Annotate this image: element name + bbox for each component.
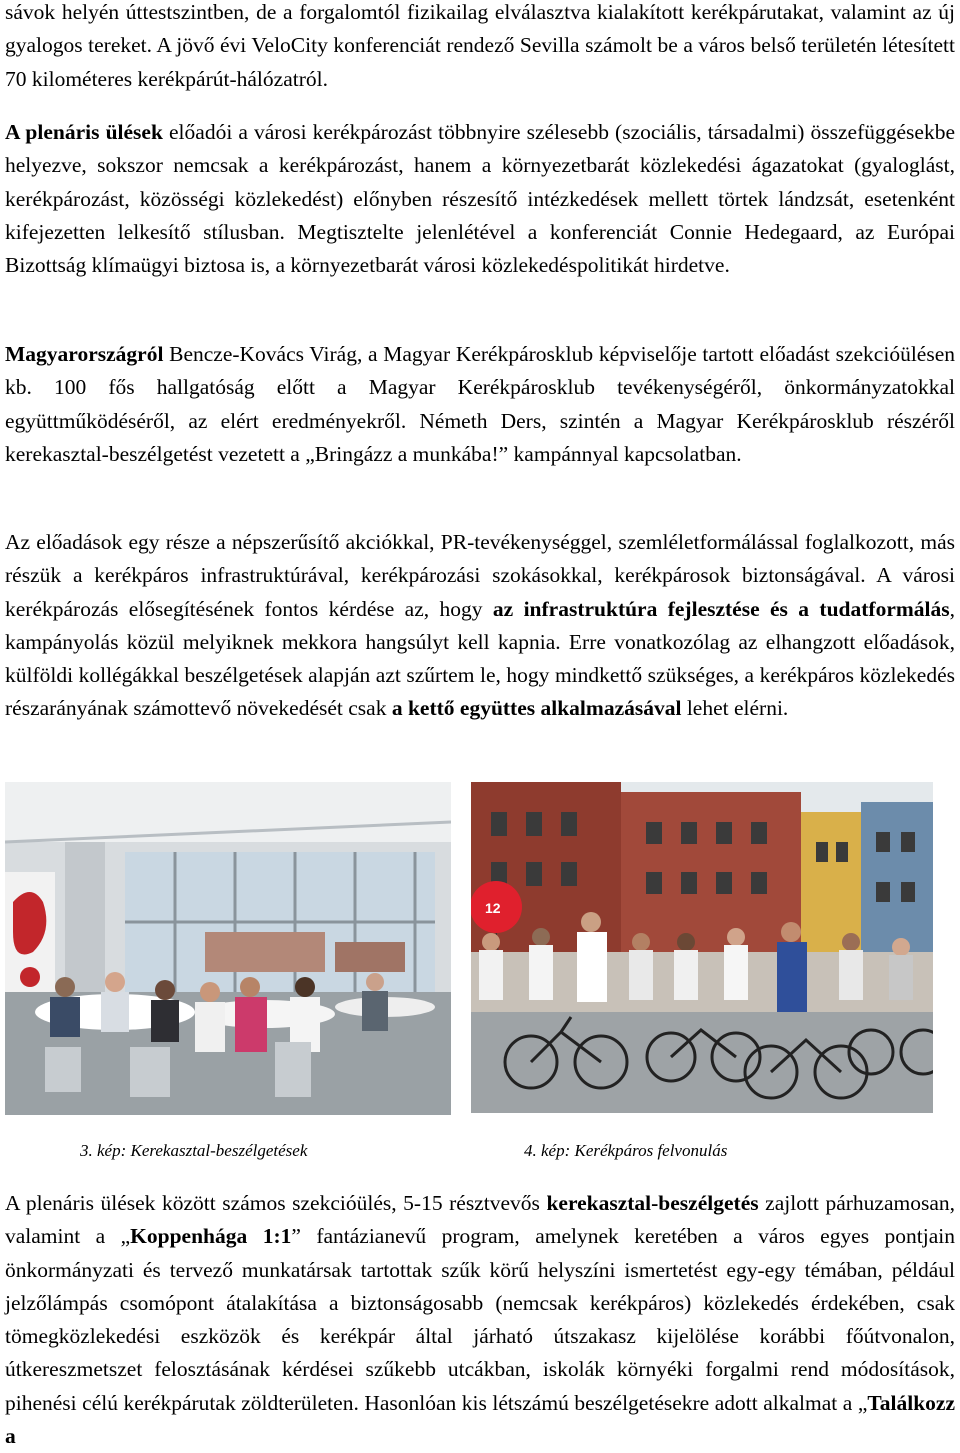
- paragraph-text: előadói a városi kerékpározást többnyire szélesebb (szociális, társadalmi) összefüggésekbe helyezve, sokszor nemcsak a kerékpározást, hanem a környezetbarát közlekedési ágazatokat (gyaloglást, kerékpározást, közösségi közlekedést) előnyben részesítő intézkedések mellett törtek lándzsát, esetenként kifejezetten lelkesítő stílusban. Megtisztelte jelenlétével a konferenciát Connie Hedegaard, az Európai Bizottság klímaügyi biztosa is, a környezetbarát városi közlekedéspolitikát hirdetve.: [5, 120, 955, 278]
- caption-photo-3: 3. kép: Kerekasztal-beszélgetések: [80, 1141, 308, 1160]
- bold-phrase: Magyarországról: [5, 342, 164, 366]
- paragraph-text: ” fantázianevű program, amelynek keretében a város egyes pontjain önkormányzati és tervező munkatársak tartottak szűk körű helyszíni ismertetést egy-egy témában, például jelzőlámpás csomópont átalakítása a biztonságosabb (nemcsak kerékpáros) közlekedés érdekében, csak tömegközlekedési eszközök és kerékpár által járható útszakasz kijelölése korábbi főútvonalon, útkereszmetszet felosztásának kérdései szűkebb utcákban, iskolák környéki forgalmi rend módosítások, pihenési célú kerékpárutak zöldterületen. Hasonlóan kis létszámú beszélgetésekre adott alkalmat a „: [5, 1224, 955, 1415]
- paragraph-text: sávok helyén úttestszintben, de a forgalomtól fizikailag elválasztva kialakított kerékpárutakat, valamint az új gyalogos tereket. A jövő évi VeloCity konferenciát rendező Sevilla számolt be a város belső területén létesített 70 kilométeres kerékpárút-hálózatról.: [5, 0, 955, 91]
- photo-bicycle-parade: [471, 782, 933, 1113]
- bold-phrase: a kettő együttes alkalmazásával: [391, 696, 682, 721]
- paragraph-text: Az előadások egy része a népszerűsítő akciókkal, PR-tevékenységgel, szemléletformálással foglalkozott, más részük a kerékpáros infrastruktúrával, kerékpározási szokásokkal, kerékpárosok biztonságával. A városi kerékpározás elősegítésének fontos kérdése az, hogy: [5, 530, 955, 621]
- paragraph-velocity-sevilla: [5, 0, 955, 96]
- paragraph-text: A plenáris ülések között számos szekcióülés, 5-15 résztvevős: [5, 1191, 547, 1215]
- bold-phrase: Találkozz a: [5, 1390, 955, 1449]
- roundtable-illustration: [5, 782, 451, 1115]
- bold-phrase: kerekasztal-beszélgetés: [546, 1191, 759, 1215]
- balloon-number: 12: [485, 900, 501, 916]
- photo-roundtable: [5, 782, 451, 1115]
- parade-illustration: [471, 782, 933, 1113]
- paragraph-sessions: [5, 1187, 955, 1453]
- paragraph-plenary: [5, 116, 955, 282]
- paragraph-text: zajlott párhuzamosan, valamint a „: [5, 1191, 955, 1249]
- bold-phrase: A plenáris ülések: [5, 120, 163, 144]
- paragraph-text: , kampányolás közül melyiknek mekkora hangsúlyt kell kapnia. Erre vonatkozólag az elhangzott előadások, külföldi kollégákkal beszélgetések alapján azt szűrtem le, hogy mindkettő szükséges, a kerékpáros közlekedés részarányának számottevő növekedését csak: [5, 596, 955, 721]
- caption-photo-4: 4. kép: Kerékpáros felvonulás: [524, 1141, 728, 1160]
- paragraph-hungary: [5, 338, 955, 471]
- paragraph-text: lehet elérni.: [681, 696, 789, 721]
- bold-phrase: Koppenhága 1:1: [130, 1224, 292, 1249]
- bold-phrase: az infrastruktúra fejlesztése és a tudatformálás: [492, 596, 950, 621]
- paragraph-lectures: [5, 526, 955, 726]
- paragraph-text: Bencze-Kovács Virág, a Magyar Kerékpárosklub képviselője tartott előadást szekcióülésen kb. 100 fős hallgatóság előtt a Magyar Kerékpárosklub tevékenységéről, önkormányzatokkal együttműködéséről, az elért eredményekről. Németh Ders, szintén a Magyar Kerékpárosklub részéről kerekasztal-beszélgetést vezetett a „Bringázz a munkába!” kampánnyal kapcsolatban.: [5, 342, 955, 466]
